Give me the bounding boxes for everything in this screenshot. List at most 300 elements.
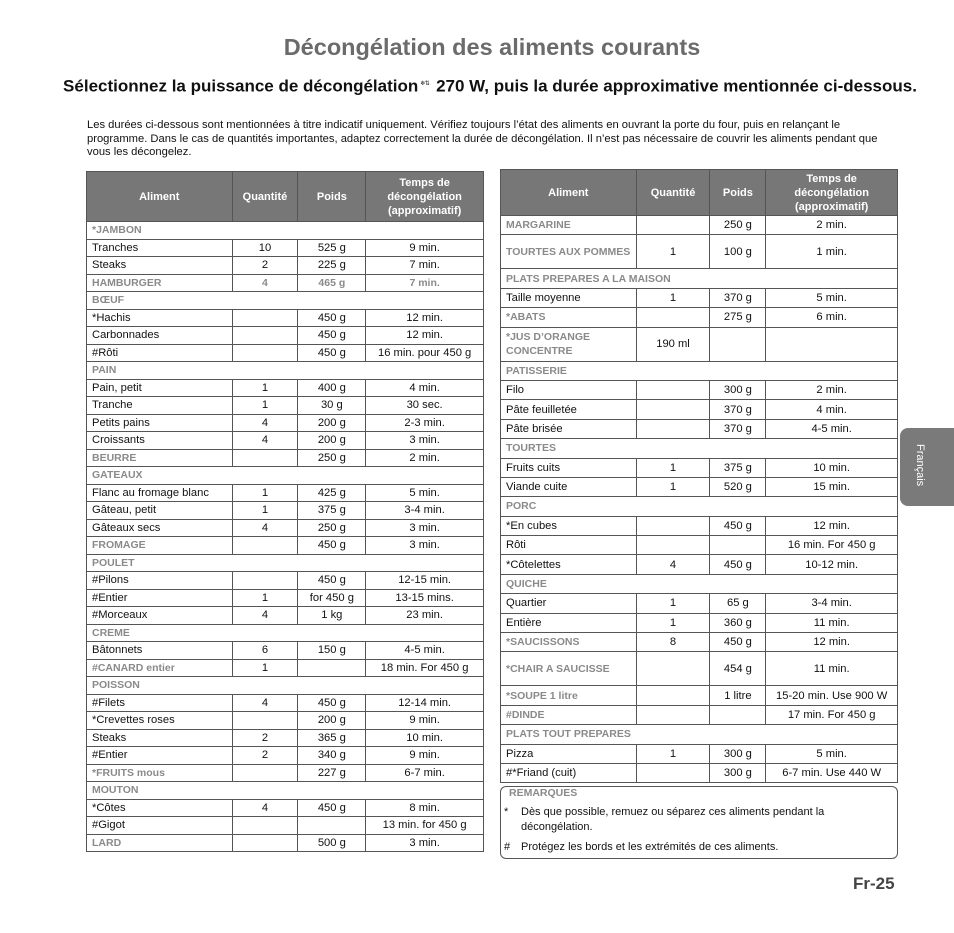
cell-poids: 520 g xyxy=(710,477,766,496)
cell-aliment: FROMAGE xyxy=(87,537,233,555)
cell-temps: 3 min. xyxy=(366,519,484,537)
cell-quantite xyxy=(636,216,710,235)
intro-text: Les durées ci-dessous sont mentionnées à titre indicatif uniquement. Vérifiez toujours l’état des aliments en ouvrant la porte du four, puis en relançant le programme. Dans le cas de quantités importantes, adaptez correctement la durée de décongélation. Il n’est pas nécessaire de couvrir les aliments pendant que vous les décongelez. xyxy=(87,119,878,158)
cell-poids xyxy=(298,659,366,677)
category-row xyxy=(501,705,898,724)
category-label: CREME xyxy=(87,624,484,642)
cell-quantite xyxy=(636,705,710,724)
cell-quantite: 1 xyxy=(636,288,710,307)
cell-aliment: Rôti xyxy=(501,536,637,555)
cell-temps: 3 min. xyxy=(366,834,484,852)
header-temps: Temps de décongélation (approximatif) xyxy=(366,172,484,222)
cell-poids xyxy=(298,817,366,835)
category-row xyxy=(87,274,484,292)
table-row xyxy=(87,379,484,397)
cell-temps: 10 min. xyxy=(766,458,898,477)
cell-temps: 12 min. xyxy=(366,327,484,345)
cell-poids xyxy=(710,327,766,361)
cell-aliment: *Côtelettes xyxy=(501,555,637,574)
cell-aliment: *JUS D’ORANGE CONCENTRE xyxy=(501,327,637,361)
cell-aliment: #Rôti xyxy=(87,344,233,362)
cell-temps: 13-15 mins. xyxy=(366,589,484,607)
table-row xyxy=(87,642,484,660)
cell-quantite: 1 xyxy=(232,659,298,677)
cell-poids: 500 g xyxy=(298,834,366,852)
cell-quantite: 4 xyxy=(232,607,298,625)
header-poids: Poids xyxy=(298,172,366,222)
cell-temps: 3 min. xyxy=(366,537,484,555)
cell-temps: 12 min. xyxy=(766,516,898,535)
category-row xyxy=(87,624,484,642)
cell-quantite: 4 xyxy=(232,274,298,292)
cell-poids: 340 g xyxy=(298,747,366,765)
cell-poids: 454 g xyxy=(710,652,766,686)
cell-poids: 450 g xyxy=(710,555,766,574)
cell-poids: 450 g xyxy=(710,633,766,652)
page-number: Fr-25 xyxy=(853,874,895,893)
cell-poids: 400 g xyxy=(298,379,366,397)
cell-aliment: *Crevettes roses xyxy=(87,712,233,730)
cell-poids: 450 g xyxy=(298,694,366,712)
table-row xyxy=(87,817,484,835)
cell-poids: 450 g xyxy=(710,516,766,535)
cell-aliment: #Entier xyxy=(87,589,233,607)
table-row xyxy=(87,344,484,362)
cell-quantite xyxy=(232,449,298,467)
cell-temps: 13 min. for 450 g xyxy=(366,817,484,835)
category-label: PAIN xyxy=(87,362,484,380)
category-row xyxy=(87,554,484,572)
category-row xyxy=(87,537,484,555)
cell-quantite xyxy=(232,817,298,835)
cell-aliment: Quartier xyxy=(501,594,637,613)
category-row xyxy=(501,439,898,458)
category-label: *JAMBON xyxy=(87,222,484,240)
cell-poids: 30 g xyxy=(298,397,366,415)
cell-temps: 23 min. xyxy=(366,607,484,625)
cell-quantite: 1 xyxy=(232,484,298,502)
cell-temps: 12-15 min. xyxy=(366,572,484,590)
cell-aliment: #Filets xyxy=(87,694,233,712)
table-row xyxy=(87,397,484,415)
header-aliment: Aliment xyxy=(87,172,233,222)
cell-temps: 3 min. xyxy=(366,432,484,450)
cell-poids: 1 kg xyxy=(298,607,366,625)
table-row xyxy=(87,799,484,817)
cell-temps: 15 min. xyxy=(766,477,898,496)
cell-temps: 9 min. xyxy=(366,239,484,257)
cell-aliment: Croissants xyxy=(87,432,233,450)
category-label: PLATS TOUT PREPARES xyxy=(501,725,898,744)
cell-temps: 7 min. xyxy=(366,257,484,275)
cell-poids: 525 g xyxy=(298,239,366,257)
category-row xyxy=(87,467,484,485)
category-row xyxy=(87,362,484,380)
remark-symbol: # xyxy=(504,841,511,853)
table-row xyxy=(501,380,898,399)
header-poids: Poids xyxy=(710,170,766,216)
cell-temps: 12 min. xyxy=(366,309,484,327)
cell-quantite: 8 xyxy=(636,633,710,652)
cell-poids: 1 litre xyxy=(710,686,766,705)
table-row xyxy=(87,239,484,257)
cell-temps: 4-5 min. xyxy=(366,642,484,660)
cell-poids: 425 g xyxy=(298,484,366,502)
category-row xyxy=(501,686,898,705)
category-row xyxy=(501,633,898,652)
cell-quantite: 4 xyxy=(232,799,298,817)
cell-aliment: Pain, petit xyxy=(87,379,233,397)
category-label: POULET xyxy=(87,554,484,572)
cell-poids: 100 g xyxy=(710,235,766,269)
cell-aliment: #Morceaux xyxy=(87,607,233,625)
table-row xyxy=(87,729,484,747)
cell-temps: 5 min. xyxy=(766,288,898,307)
cell-poids: 450 g xyxy=(298,344,366,362)
cell-quantite: 6 xyxy=(232,642,298,660)
cell-poids: 450 g xyxy=(298,799,366,817)
cell-temps: 2 min. xyxy=(366,449,484,467)
cell-poids: 370 g xyxy=(710,288,766,307)
table-row xyxy=(87,327,484,345)
cell-quantite xyxy=(636,516,710,535)
cell-quantite: 4 xyxy=(636,555,710,574)
cell-quantite: 4 xyxy=(232,432,298,450)
cell-aliment: Pâte brisée xyxy=(501,419,637,438)
category-row xyxy=(501,652,898,686)
cell-temps: 5 min. xyxy=(366,484,484,502)
cell-poids: 250 g xyxy=(710,216,766,235)
cell-quantite: 2 xyxy=(232,729,298,747)
table-row xyxy=(87,432,484,450)
cell-quantite: 1 xyxy=(636,744,710,763)
cell-poids: 450 g xyxy=(298,572,366,590)
table-row xyxy=(87,747,484,765)
defrost-table-right xyxy=(500,169,898,783)
cell-temps: 5 min. xyxy=(766,744,898,763)
cell-aliment: Bâtonnets xyxy=(87,642,233,660)
category-label: PORC xyxy=(501,497,898,516)
table-row xyxy=(87,502,484,520)
cell-poids: 450 g xyxy=(298,309,366,327)
category-row xyxy=(87,677,484,695)
cell-temps: 1 min. xyxy=(766,235,898,269)
table-header-row xyxy=(501,170,898,216)
cell-temps: 12 min. xyxy=(766,633,898,652)
cell-poids: 250 g xyxy=(298,449,366,467)
cell-aliment: Tranche xyxy=(87,397,233,415)
table-row xyxy=(87,607,484,625)
cell-quantite: 1 xyxy=(636,594,710,613)
cell-poids: 200 g xyxy=(298,712,366,730)
cell-poids: 450 g xyxy=(298,327,366,345)
cell-aliment: TOURTES AUX POMMES xyxy=(501,235,637,269)
cell-aliment: #DINDE xyxy=(501,705,637,724)
cell-aliment: HAMBURGER xyxy=(87,274,233,292)
category-row xyxy=(501,327,898,361)
cell-poids: 225 g xyxy=(298,257,366,275)
cell-aliment: Steaks xyxy=(87,729,233,747)
cell-quantite xyxy=(636,652,710,686)
cell-quantite xyxy=(232,572,298,590)
category-row xyxy=(501,269,898,288)
cell-poids: 200 g xyxy=(298,414,366,432)
cell-poids: 150 g xyxy=(298,642,366,660)
cell-quantite: 4 xyxy=(232,519,298,537)
cell-temps: 6-7 min. Use 440 W xyxy=(766,763,898,782)
cell-aliment: *CHAIR A SAUCISSE xyxy=(501,652,637,686)
cell-aliment: #Gigot xyxy=(87,817,233,835)
header-aliment: Aliment xyxy=(501,170,637,216)
cell-aliment: Pâte feuilletée xyxy=(501,400,637,419)
category-row xyxy=(87,834,484,852)
table-row xyxy=(87,414,484,432)
cell-poids: 365 g xyxy=(298,729,366,747)
cell-quantite: 1 xyxy=(232,589,298,607)
category-row xyxy=(87,659,484,677)
cell-temps: 7 min. xyxy=(366,274,484,292)
cell-poids: 275 g xyxy=(710,308,766,327)
table-row xyxy=(87,572,484,590)
defrost-table-left xyxy=(86,171,484,852)
category-label: POISSON xyxy=(87,677,484,695)
table-row xyxy=(501,477,898,496)
cell-poids: 200 g xyxy=(298,432,366,450)
category-row xyxy=(501,574,898,593)
cell-aliment: *ABATS xyxy=(501,308,637,327)
category-label: GATEAUX xyxy=(87,467,484,485)
table-row xyxy=(87,309,484,327)
cell-poids: 375 g xyxy=(298,502,366,520)
cell-aliment: Flanc au fromage blanc xyxy=(87,484,233,502)
header-quantite: Quantité xyxy=(232,172,298,222)
cell-aliment: Gâteau, petit xyxy=(87,502,233,520)
remarks-heading: REMARQUES xyxy=(509,787,578,799)
cell-aliment: #Entier xyxy=(87,747,233,765)
cell-quantite xyxy=(636,419,710,438)
table-row xyxy=(501,613,898,632)
cell-quantite: 4 xyxy=(232,694,298,712)
cell-aliment: Fruits cuits xyxy=(501,458,637,477)
language-tab xyxy=(900,428,954,506)
category-label: PATISSERIE xyxy=(501,361,898,380)
cell-temps: 17 min. For 450 g xyxy=(766,705,898,724)
cell-quantite: 1 xyxy=(232,502,298,520)
cell-aliment: *En cubes xyxy=(501,516,637,535)
cell-quantite xyxy=(636,308,710,327)
cell-quantite: 1 xyxy=(636,613,710,632)
cell-temps: 9 min. xyxy=(366,712,484,730)
table-header-row xyxy=(87,172,484,222)
cell-quantite xyxy=(636,763,710,782)
table-row xyxy=(501,288,898,307)
category-label: QUICHE xyxy=(501,574,898,593)
cell-temps: 10 min. xyxy=(366,729,484,747)
table-row xyxy=(87,484,484,502)
category-row xyxy=(87,292,484,310)
table-row xyxy=(501,763,898,782)
cell-temps: 16 min. pour 450 g xyxy=(366,344,484,362)
cell-temps: 3-4 min. xyxy=(366,502,484,520)
cell-poids: 300 g xyxy=(710,763,766,782)
table-row xyxy=(501,400,898,419)
cell-temps: 30 sec. xyxy=(366,397,484,415)
subtitle-part2: 270 W, puis la durée approximative mentionnée ci-dessous. xyxy=(436,76,917,96)
cell-poids: 227 g xyxy=(298,764,366,782)
category-row xyxy=(87,782,484,800)
cell-temps: 18 min. For 450 g xyxy=(366,659,484,677)
category-row xyxy=(501,235,898,269)
cell-quantite xyxy=(232,344,298,362)
cell-temps: 4-5 min. xyxy=(766,419,898,438)
cell-poids: 360 g xyxy=(710,613,766,632)
category-row xyxy=(501,725,898,744)
cell-temps: 2 min. xyxy=(766,216,898,235)
cell-aliment: MARGARINE xyxy=(501,216,637,235)
cell-aliment: *SAUCISSONS xyxy=(501,633,637,652)
remarks-box xyxy=(500,786,898,859)
table-row xyxy=(87,257,484,275)
cell-quantite xyxy=(232,764,298,782)
category-label: BŒUF xyxy=(87,292,484,310)
cell-aliment: Carbonnades xyxy=(87,327,233,345)
cell-poids: 375 g xyxy=(710,458,766,477)
cell-aliment: *SOUPE 1 litre xyxy=(501,686,637,705)
cell-temps: 16 min. For 450 g xyxy=(766,536,898,555)
cell-quantite xyxy=(232,327,298,345)
cell-aliment: *Hachis xyxy=(87,309,233,327)
cell-quantite: 1 xyxy=(232,379,298,397)
cell-temps: 4 min. xyxy=(766,400,898,419)
cell-quantite xyxy=(636,380,710,399)
cell-poids: 370 g xyxy=(710,419,766,438)
cell-poids: 450 g xyxy=(298,537,366,555)
category-label: TOURTES xyxy=(501,439,898,458)
cell-temps: 2 min. xyxy=(766,380,898,399)
category-row xyxy=(87,764,484,782)
table-row xyxy=(501,555,898,574)
category-row xyxy=(501,216,898,235)
cell-aliment: Pizza xyxy=(501,744,637,763)
cell-temps: 11 min. xyxy=(766,652,898,686)
cell-quantite xyxy=(232,712,298,730)
category-row xyxy=(87,449,484,467)
cell-quantite: 1 xyxy=(232,397,298,415)
category-row xyxy=(501,308,898,327)
table-row xyxy=(87,694,484,712)
cell-aliment: Tranches xyxy=(87,239,233,257)
remark-symbol: * xyxy=(504,806,509,818)
cell-poids: 465 g xyxy=(298,274,366,292)
cell-temps: 8 min. xyxy=(366,799,484,817)
cell-quantite xyxy=(232,537,298,555)
cell-aliment: #*Friand (cuit) xyxy=(501,763,637,782)
table-row xyxy=(501,594,898,613)
instruction-subtitle xyxy=(60,74,920,97)
cell-aliment: #Pilons xyxy=(87,572,233,590)
cell-temps xyxy=(766,327,898,361)
remark-text: Dès que possible, remuez ou séparez ces aliments pendant la décongélation. xyxy=(521,806,825,833)
language-tab-label: Français xyxy=(914,444,926,487)
cell-aliment: LARD xyxy=(87,834,233,852)
cell-aliment: #CANARD entier xyxy=(87,659,233,677)
cell-poids: 250 g xyxy=(298,519,366,537)
cell-quantite: 1 xyxy=(636,458,710,477)
subtitle-part1: Sélectionnez la puissance de décongélation xyxy=(63,76,419,96)
cell-temps: 15-20 min. Use 900 W xyxy=(766,686,898,705)
cell-aliment: Steaks xyxy=(87,257,233,275)
cell-poids xyxy=(710,705,766,724)
cell-aliment: Gâteaux secs xyxy=(87,519,233,537)
table-row xyxy=(501,419,898,438)
cell-quantite xyxy=(232,309,298,327)
cell-aliment: Filo xyxy=(501,380,637,399)
table-row xyxy=(501,536,898,555)
cell-temps: 9 min. xyxy=(366,747,484,765)
cell-poids xyxy=(710,536,766,555)
table-row xyxy=(87,712,484,730)
cell-aliment: Viande cuite xyxy=(501,477,637,496)
cell-aliment: Taille moyenne xyxy=(501,288,637,307)
category-row xyxy=(87,222,484,240)
cell-quantite xyxy=(636,536,710,555)
cell-quantite: 1 xyxy=(636,477,710,496)
cell-aliment: BEURRE xyxy=(87,449,233,467)
cell-temps: 11 min. xyxy=(766,613,898,632)
cell-quantite: 4 xyxy=(232,414,298,432)
category-row xyxy=(501,497,898,516)
header-temps: Temps de décongélation (approximatif) xyxy=(766,170,898,216)
cell-poids: 370 g xyxy=(710,400,766,419)
cell-aliment: Petits pains xyxy=(87,414,233,432)
cell-temps: 3-4 min. xyxy=(766,594,898,613)
cell-poids: 300 g xyxy=(710,380,766,399)
category-row xyxy=(501,361,898,380)
defrost-icon: ❄︎⇅ xyxy=(420,81,430,87)
remark-text: Protégez les bords et les extrémités de ces aliments. xyxy=(521,841,779,853)
cell-temps: 6 min. xyxy=(766,308,898,327)
cell-aliment: *FRUITS mous xyxy=(87,764,233,782)
cell-quantite: 190 ml xyxy=(636,327,710,361)
category-label: PLATS PREPARES A LA MAISON xyxy=(501,269,898,288)
cell-poids: for 450 g xyxy=(298,589,366,607)
table-row xyxy=(87,519,484,537)
table-row xyxy=(501,516,898,535)
table-row xyxy=(501,458,898,477)
cell-aliment: Entière xyxy=(501,613,637,632)
header-quantite: Quantité xyxy=(636,170,710,216)
cell-aliment: *Côtes xyxy=(87,799,233,817)
cell-temps: 10-12 min. xyxy=(766,555,898,574)
cell-poids: 65 g xyxy=(710,594,766,613)
category-label: MOUTON xyxy=(87,782,484,800)
table-row xyxy=(501,744,898,763)
cell-temps: 4 min. xyxy=(366,379,484,397)
cell-quantite: 10 xyxy=(232,239,298,257)
cell-quantite: 2 xyxy=(232,747,298,765)
cell-quantite: 2 xyxy=(232,257,298,275)
table-row xyxy=(87,589,484,607)
cell-temps: 2-3 min. xyxy=(366,414,484,432)
cell-temps: 6-7 min. xyxy=(366,764,484,782)
page-title: Décongélation des aliments courants xyxy=(283,34,701,60)
cell-temps: 12-14 min. xyxy=(366,694,484,712)
cell-quantite: 1 xyxy=(636,235,710,269)
cell-quantite xyxy=(232,834,298,852)
cell-poids: 300 g xyxy=(710,744,766,763)
cell-quantite xyxy=(636,686,710,705)
cell-quantite xyxy=(636,400,710,419)
